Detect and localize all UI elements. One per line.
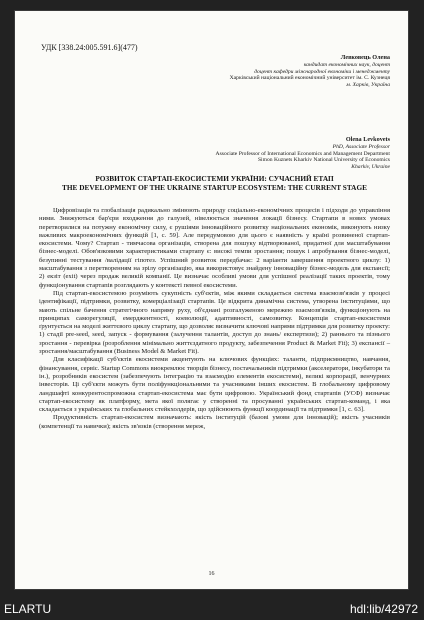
body-paragraph: Цифровізація та глобалізація радикально змінюють природу соціально-економічних процесів і підходи до управління ними. Знижуються бар'єри входження до галузей, нівелюється значення локації бізнесу. Стартапи в нових умовах перетворилися на потужну економічну силу, є рушіями інноваційного розвитку національних економік, виконують низку важливих макроекономічних функцій [1, с. 59]. Але передумовою для цього є наявність у країні розвиненої стартап-екосистеми. Чому? Стартап - тимчасова організація, створена для пошуку відтворюваної, придатної для масштабування бізнес-моделі. Обов'язковими характеристиками стартапу є: високі темпи зростання; пошук і апробування бізнес-моделі, безупинні тестування /валідації гіпотез. Успішний розвиток передбачає: 2 варіанти завершення проектного циклу: 1) масштабування з перетворенням на зрілу організацію, яка використовує знайдену інноваційну бізнес-модель для експансії; 2) екзіт (exit) через продаж великій компанії. Це визначає особливі умови для успішної реалізації таких проектів, тому функціонування стартапів розглядають у контексті певної екосистеми. [39, 207, 390, 289]
handle-id: hdl:lib/42972 [349, 602, 418, 616]
author-en-line: Associate Professor of International Economics and Management Department [215, 150, 390, 157]
author-ua-line: Харківський національний економічний університет ім. С. Кузнеця [229, 75, 390, 82]
author-en-line: PhD, Associate Professor [332, 144, 390, 151]
article-title [39, 175, 390, 192]
author-block-ua [230, 55, 390, 88]
author-en-line: Kharkiv, Ukraine [351, 163, 390, 170]
author-block-en [216, 137, 390, 170]
document-page [14, 10, 409, 590]
title-ua: РОЗВИТОК СТАРТАП-ЕКОСИСТЕМИ УКРАЇНИ: СУЧАСНИЙ ЕТАП [95, 174, 334, 183]
page-number: 16 [208, 571, 215, 577]
author-name-ua: Левковець Олена [340, 54, 390, 61]
body-paragraph: Для класифікації суб'єктів екосистеми акцентують на ключових функціях: таланти, підприємництво, навчання, фінансування, сервіс. Startup Commons виокремлює творців бізнесу, постачальників підтримки (акселератори, інкубатори та ін.), розробників екосистем (забезпечують інтеграцію та взаємодію елементів екосистеми), великі корпорації, венчурних інвесторів. Ці суб'єкти можуть бути поліфункціональними та учасниками інших екосистем. В глобальному цифровому ландшафті конкурентоспроможна стартап-екосистема має бути цифровою. Український фонд стартапів (УСФ) визначає стартап-екосистему як платформу, мета якої полягає у створенні та просуванні українських стартап-команд, і яка складається з українських та глобальних стейкхолдерів, що здійснюють функції координації та підтримки [1, с. 63]. [39, 356, 390, 414]
body-paragraph: Продуктивність стартап-екосистем визначають: якість інституцій (базові умови для інновацій); якість учасників (компетенції та навички); якість зв'язків (створення мереж, [39, 414, 390, 430]
body-paragraph: Під стартап-екосистемою розуміють сукупність суб'єктів, між якими складається система взаємозв'язків у процесі ідентифікації, підтримки, розвитку, комерціалізації стартапів. Це відкрита динамічна система, утворена інституціями, що мають спільне бачення стратегічного напряму руху, об'єднані розгалуженою мережею взаємозв'язків, функціонують на принципах саморегуляції, емерджентності, коеволюції, адаптивності, самозвитку. Концепція стартап-екосистеми ґрунтується на моделі життєвого циклу стартапу, що дозволяє визначити ключові напрями підтримки для розвитку проекту: 1) стадії pre-seed, seed, запуск - формування (залучення талантів, доступ до знань/ експертизи); 2) раннього та пізнього зростання - перевірка (розроблення мінімально життєздатного продукту, забезпечення Product & Market Fit); 3) експансії – зростання/масштабування (Business Model & Market Fit). [39, 289, 390, 356]
udc-code: УДК [338.24:005.591.6](477) [41, 43, 138, 52]
author-name-en: Olena Levkovets [345, 136, 390, 143]
repository-footer [0, 600, 424, 620]
title-en: THE DEVELOPMENT OF THE UKRAINE STARTUP ECOSYSTEM: THE CURRENT STAGE [62, 182, 367, 192]
author-ua-line: кандидат економічних наук, доцент [303, 62, 390, 69]
author-ua-line: доцент кафедри міжнародної економіки і менеджменту [254, 68, 390, 75]
repository-name: ELARTU [4, 602, 52, 616]
author-en-line: Simon Kuznets Kharkiv National University of Economics [257, 157, 390, 164]
article-body [39, 207, 390, 431]
author-ua-line: м. Харків, Україна [346, 81, 390, 88]
